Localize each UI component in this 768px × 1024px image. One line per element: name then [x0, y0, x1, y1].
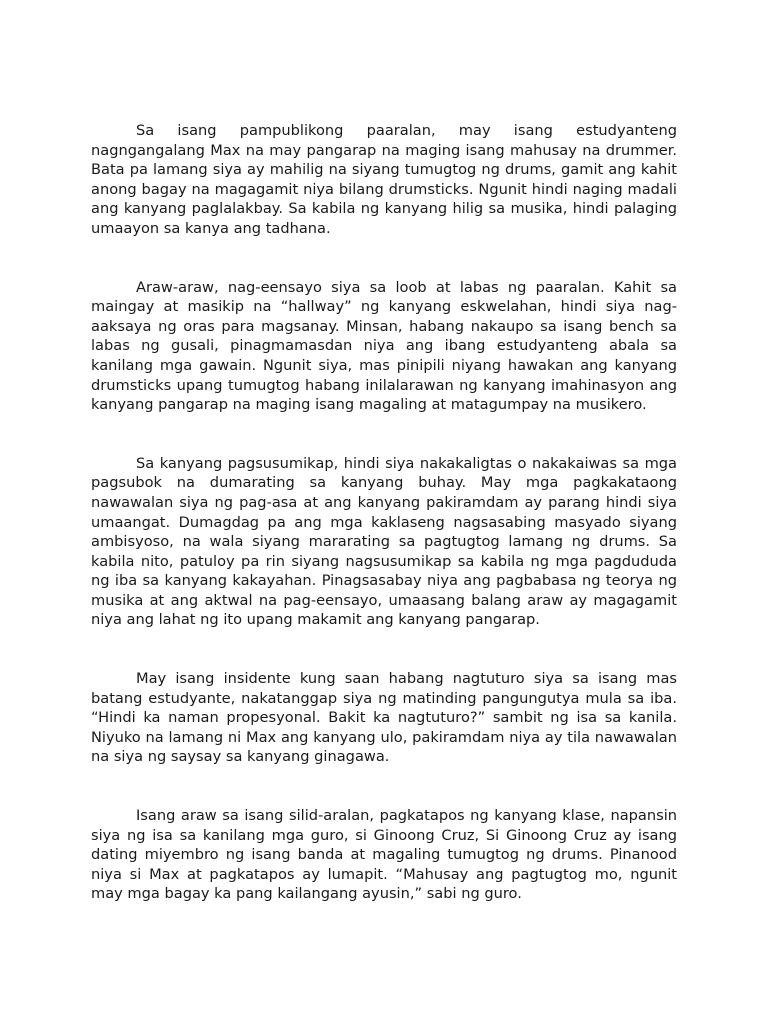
- paragraph-1: Sa isang pampublikong paaralan, may isang estudyanteng nagngangalang Max na may pangarap na maging isang mahusay na drummer. Bata pa lamang siya ay mahilig na siyang tumugtog ng drums, gamit ang kahit anong bagay na magagamit niya bilang drumsticks. Ngunit hindi naging madali ang kanyang paglalakbay. Sa kabila ng kanyang hilig sa musika, hindi palaging umaayon sa kanya ang tadhana.: [91, 122, 677, 237]
- document-body: [91, 121, 677, 904]
- paragraph-3: Sa kanyang pagsusumikap, hindi siya nakakaligtas o nakakaiwas sa mga pagsubok na dumarating sa kanyang buhay. May mga pagkakataong nawawalan siya ng pag-asa at ang kanyang pakiramdam ay parang hindi siya umaangat. Dumagdag pa ang mga kaklaseng nagsasabing masyado siyang ambisyoso, na wala siyang mararating sa pagtugtog lamang ng drums. Sa kabila nito, patuloy pa rin siyang nagsusumikap sa kabila ng mga pagdududa ng iba sa kanyang kakayahan. Pinagsasabay niya ang pagbabasa ng teorya ng musika at ang aktwal na pag-eensayo, umaasang balang araw ay magagamit niya ang lahat ng ito upang makamit ang kanyang pangarap.: [91, 454, 677, 629]
- paragraph-2: Araw-araw, nag-eensayo siya sa loob at labas ng paaralan. Kahit sa maingay at masikip na “hallway” ng kanyang eskwelahan, hindi siya nag-aaksaya ng oras para magsanay. Minsan, habang nakaupo sa isang bench sa labas ng gusali, pinagmamasdan niya ang ibang estudyanteng abala sa kanilang mga gawain. Ngunit siya, mas pinipili niyang hawakan ang kanyang drumsticks upang tumugtog habang inilalarawan ng kanyang imahinasyon ang kanyang pangarap na maging isang magaling at matagumpay na musikero.: [91, 278, 677, 414]
- paragraph-5: Isang araw sa isang silid-aralan, pagkatapos ng kanyang klase, napansin siya ng isa sa kanilang mga guro, si Ginoong Cruz, Si Ginoong Cruz ay isang dating miyembro ng isang banda at magaling tumugtog ng drums. Pinanood niya si Max at pagkatapos ay lumapit. “Mahusay ang pagtugtog mo, ngunit may mga bagay ka pang kailangang ayusin,” sabi ng guro.: [91, 807, 677, 903]
- paragraph-4: May isang insidente kung saan habang nagtuturo siya sa isang mas batang estudyante, nakatanggap siya ng matinding pangungutya mula sa iba. “Hindi ka naman propesyonal. Bakit ka nagtuturo?” sambit ng isa sa kanila. Niyuko na lamang ni Max ang kanyang ulo, pakiramdam niya ay tila nawawalan na siya ng saysay sa kanyang ginagawa.: [91, 670, 677, 766]
